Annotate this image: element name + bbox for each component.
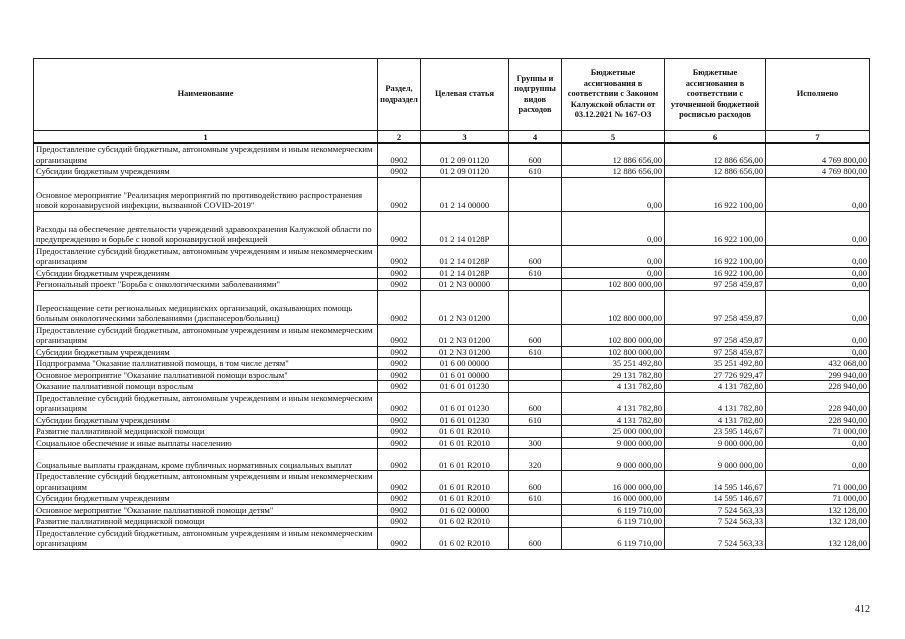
- row-law-amount: 4 131 782,80: [562, 392, 665, 414]
- row-group: 610: [509, 267, 562, 279]
- row-name: Субсидии бюджетным учреждениям: [34, 346, 378, 358]
- row-target: 01 6 02 R2010: [421, 527, 509, 549]
- table-body: [34, 143, 870, 549]
- row-target: 01 6 00 00000: [421, 358, 509, 370]
- row-group: 610: [509, 166, 562, 178]
- row-name: Основное мероприятие "Реализация мероприятий по противодействию распространения новой коронавирусной инфекции, вызванной COVID-2019": [34, 177, 378, 211]
- row-group: 610: [509, 414, 562, 426]
- row-law-amount: 0,00: [562, 211, 665, 245]
- header-name: Наименование: [34, 59, 378, 131]
- row-name: Предоставление субсидий бюджетным, автономным учреждениям и иным некоммерческим организациям: [34, 471, 378, 493]
- row-name: Предоставление субсидий бюджетным, автономным учреждениям и иным некоммерческим организациям: [34, 324, 378, 346]
- row-executed-amount: 0,00: [766, 449, 870, 471]
- row-section: 0902: [378, 381, 421, 393]
- row-law-amount: 12 886 656,00: [562, 143, 665, 166]
- table-row: [34, 437, 870, 449]
- row-clarified-amount: 16 922 100,00: [665, 245, 766, 267]
- row-executed-amount: 71 000,00: [766, 493, 870, 505]
- row-law-amount: 12 886 656,00: [562, 166, 665, 178]
- row-section: 0902: [378, 177, 421, 211]
- row-group: [509, 290, 562, 324]
- row-law-amount: 0,00: [562, 177, 665, 211]
- row-clarified-amount: 16 922 100,00: [665, 177, 766, 211]
- row-clarified-amount: 9 000 000,00: [665, 437, 766, 449]
- table-row: [34, 493, 870, 505]
- row-target: 01 2 N3 01200: [421, 290, 509, 324]
- row-group: [509, 369, 562, 381]
- row-target: 01 6 01 R2010: [421, 471, 509, 493]
- row-name: Расходы на обеспечение деятельности учреждений здравоохранения Калужской области по предупреждению и борьбе с новой коронавирусной инфекцией: [34, 211, 378, 245]
- row-executed-amount: 0,00: [766, 267, 870, 279]
- row-section: 0902: [378, 346, 421, 358]
- row-law-amount: 102 800 000,00: [562, 279, 665, 291]
- row-group: 610: [509, 346, 562, 358]
- table-row: [34, 211, 870, 245]
- row-section: 0902: [378, 392, 421, 414]
- row-section: 0902: [378, 267, 421, 279]
- header-clarified-assignments: Бюджетные ассигнования в соответствии с уточненной бюджетной росписью расходов: [665, 59, 766, 131]
- row-target: 01 6 01 R2010: [421, 426, 509, 438]
- row-target: 01 6 01 01230: [421, 381, 509, 393]
- table-row: [34, 504, 870, 516]
- column-number: 5: [562, 131, 665, 144]
- row-executed-amount: 4 769 800,00: [766, 143, 870, 166]
- column-number-row: [34, 131, 870, 144]
- row-section: 0902: [378, 290, 421, 324]
- table-row: [34, 245, 870, 267]
- header-row: [34, 59, 870, 131]
- row-name: Переоснащение сети региональных медицинских организаций, оказывающих помощь больным онкологическими заболеваниями (диспансеров/больниц): [34, 290, 378, 324]
- table-row: [34, 426, 870, 438]
- row-clarified-amount: 4 131 782,80: [665, 381, 766, 393]
- row-clarified-amount: 14 595 146,67: [665, 471, 766, 493]
- row-group: 600: [509, 527, 562, 549]
- table-row: [34, 346, 870, 358]
- row-executed-amount: 4 769 800,00: [766, 166, 870, 178]
- row-group: 600: [509, 324, 562, 346]
- header-law-assignments: Бюджетные ассигнования в соответствии с Законом Калужской области от 03.12.2021 № 167-ОЗ: [562, 59, 665, 131]
- row-target: 01 2 14 0128Р: [421, 245, 509, 267]
- row-clarified-amount: 16 922 100,00: [665, 267, 766, 279]
- row-target: 01 6 02 00000: [421, 504, 509, 516]
- row-section: 0902: [378, 166, 421, 178]
- row-target: 01 2 14 0128Р: [421, 267, 509, 279]
- row-name: Субсидии бюджетным учреждениям: [34, 166, 378, 178]
- row-law-amount: 6 119 710,00: [562, 527, 665, 549]
- row-section: 0902: [378, 504, 421, 516]
- row-group: 320: [509, 449, 562, 471]
- row-target: 01 2 14 0128Р: [421, 211, 509, 245]
- row-name: Развитие паллиативной медицинской помощи: [34, 516, 378, 528]
- row-name: Субсидии бюджетным учреждениям: [34, 493, 378, 505]
- row-executed-amount: 132 128,00: [766, 504, 870, 516]
- table-row: [34, 449, 870, 471]
- column-number: 3: [421, 131, 509, 144]
- table-row: [34, 516, 870, 528]
- row-section: 0902: [378, 449, 421, 471]
- row-executed-amount: 0,00: [766, 346, 870, 358]
- row-name: Предоставление субсидий бюджетным, автономным учреждениям и иным некоммерческим организациям: [34, 245, 378, 267]
- row-name: Социальные выплаты гражданам, кроме публичных нормативных социальных выплат: [34, 449, 378, 471]
- row-target: 01 6 01 01230: [421, 414, 509, 426]
- table-row: [34, 527, 870, 549]
- row-target: 01 6 01 R2010: [421, 493, 509, 505]
- row-clarified-amount: 14 595 146,67: [665, 493, 766, 505]
- row-group: 600: [509, 392, 562, 414]
- row-law-amount: 25 000 000,00: [562, 426, 665, 438]
- row-section: 0902: [378, 143, 421, 166]
- row-law-amount: 102 800 000,00: [562, 346, 665, 358]
- row-section: 0902: [378, 324, 421, 346]
- row-group: 600: [509, 143, 562, 166]
- row-target: 01 2 N3 00000: [421, 279, 509, 291]
- row-clarified-amount: 97 258 459,87: [665, 346, 766, 358]
- row-group: [509, 504, 562, 516]
- row-group: 610: [509, 493, 562, 505]
- row-executed-amount: 228 940,00: [766, 414, 870, 426]
- row-clarified-amount: 12 886 656,00: [665, 166, 766, 178]
- row-law-amount: 102 800 000,00: [562, 290, 665, 324]
- table-row: [34, 143, 870, 166]
- row-clarified-amount: 9 000 000,00: [665, 449, 766, 471]
- row-executed-amount: 0,00: [766, 290, 870, 324]
- row-section: 0902: [378, 245, 421, 267]
- table-row: [34, 279, 870, 291]
- column-number: 1: [34, 131, 378, 144]
- row-section: 0902: [378, 437, 421, 449]
- row-executed-amount: 432 068,00: [766, 358, 870, 370]
- header-executed: Исполнено: [766, 59, 870, 131]
- row-name: Развитие паллиативной медицинской помощи: [34, 426, 378, 438]
- row-clarified-amount: 97 258 459,87: [665, 279, 766, 291]
- row-name: Основное мероприятие "Оказание паллиативной помощи детям": [34, 504, 378, 516]
- row-executed-amount: 71 000,00: [766, 471, 870, 493]
- column-number: 6: [665, 131, 766, 144]
- table-row: [34, 392, 870, 414]
- row-section: 0902: [378, 279, 421, 291]
- row-group: [509, 358, 562, 370]
- row-name: Предоставление субсидий бюджетным, автономным учреждениям и иным некоммерческим организациям: [34, 392, 378, 414]
- row-section: 0902: [378, 493, 421, 505]
- row-section: 0902: [378, 414, 421, 426]
- row-law-amount: 6 119 710,00: [562, 504, 665, 516]
- row-law-amount: 9 000 000,00: [562, 449, 665, 471]
- row-section: 0902: [378, 358, 421, 370]
- row-law-amount: 16 000 000,00: [562, 493, 665, 505]
- row-executed-amount: 0,00: [766, 279, 870, 291]
- row-group: [509, 177, 562, 211]
- row-clarified-amount: 97 258 459,87: [665, 290, 766, 324]
- row-name: Оказание паллиативной помощи взрослым: [34, 381, 378, 393]
- row-executed-amount: 71 000,00: [766, 426, 870, 438]
- row-clarified-amount: 4 131 782,80: [665, 414, 766, 426]
- row-target: 01 2 14 00000: [421, 177, 509, 211]
- row-group: 600: [509, 471, 562, 493]
- row-group: 600: [509, 245, 562, 267]
- row-group: [509, 381, 562, 393]
- row-name: Субсидии бюджетным учреждениям: [34, 414, 378, 426]
- row-executed-amount: 0,00: [766, 245, 870, 267]
- row-clarified-amount: 97 258 459,87: [665, 324, 766, 346]
- table-row: [34, 414, 870, 426]
- row-executed-amount: 299 940,00: [766, 369, 870, 381]
- row-name: Социальное обеспечение и иные выплаты населению: [34, 437, 378, 449]
- row-section: 0902: [378, 426, 421, 438]
- row-law-amount: 4 131 782,80: [562, 381, 665, 393]
- row-law-amount: 35 251 492,80: [562, 358, 665, 370]
- row-executed-amount: 0,00: [766, 211, 870, 245]
- row-target: 01 6 01 00000: [421, 369, 509, 381]
- row-target: 01 6 01 R2010: [421, 449, 509, 471]
- row-clarified-amount: 16 922 100,00: [665, 211, 766, 245]
- row-name: Предоставление субсидий бюджетным, автономным учреждениям и иным некоммерческим организациям: [34, 143, 378, 166]
- table-row: [34, 369, 870, 381]
- row-group: 300: [509, 437, 562, 449]
- row-law-amount: 102 800 000,00: [562, 324, 665, 346]
- row-law-amount: 16 000 000,00: [562, 471, 665, 493]
- row-executed-amount: 132 128,00: [766, 516, 870, 528]
- table-row: [34, 381, 870, 393]
- row-name: Предоставление субсидий бюджетным, автономным учреждениям и иным некоммерческим организациям: [34, 527, 378, 549]
- table-row: [34, 267, 870, 279]
- row-target: 01 2 09 01120: [421, 166, 509, 178]
- row-clarified-amount: 4 131 782,80: [665, 392, 766, 414]
- row-law-amount: 9 000 000,00: [562, 437, 665, 449]
- column-number: 4: [509, 131, 562, 144]
- row-target: 01 2 09 01120: [421, 143, 509, 166]
- row-clarified-amount: 7 524 563,33: [665, 527, 766, 549]
- row-name: Основное мероприятие "Оказание паллиативной помощи взрослым": [34, 369, 378, 381]
- row-executed-amount: 0,00: [766, 177, 870, 211]
- row-executed-amount: 0,00: [766, 437, 870, 449]
- row-group: [509, 211, 562, 245]
- row-law-amount: 29 131 782,80: [562, 369, 665, 381]
- table-row: [34, 471, 870, 493]
- row-law-amount: 4 131 782,80: [562, 414, 665, 426]
- row-clarified-amount: 35 251 492,80: [665, 358, 766, 370]
- row-law-amount: 0,00: [562, 245, 665, 267]
- row-clarified-amount: 7 524 563,33: [665, 516, 766, 528]
- row-group: [509, 279, 562, 291]
- row-clarified-amount: 12 886 656,00: [665, 143, 766, 166]
- row-group: [509, 516, 562, 528]
- header-groups: Группы и подгруппы видов расходов: [509, 59, 562, 131]
- row-section: 0902: [378, 527, 421, 549]
- column-number: 7: [766, 131, 870, 144]
- header-section: Раздел, подраздел: [378, 59, 421, 131]
- row-section: 0902: [378, 369, 421, 381]
- row-executed-amount: 0,00: [766, 324, 870, 346]
- table-row: [34, 324, 870, 346]
- row-section: 0902: [378, 516, 421, 528]
- row-clarified-amount: 27 726 929,47: [665, 369, 766, 381]
- row-law-amount: 0,00: [562, 267, 665, 279]
- row-name: Субсидии бюджетным учреждениям: [34, 267, 378, 279]
- row-target: 01 6 02 R2010: [421, 516, 509, 528]
- row-name: Региональный проект "Борьба с онкологическими заболеваниями": [34, 279, 378, 291]
- header-target: Целевая статья: [421, 59, 509, 131]
- row-clarified-amount: 7 524 563,33: [665, 504, 766, 516]
- row-group: [509, 426, 562, 438]
- table-row: [34, 290, 870, 324]
- row-target: 01 6 01 R2010: [421, 437, 509, 449]
- row-name: Подпрограмма "Оказание паллиативной помощи, в том числе детям": [34, 358, 378, 370]
- row-target: 01 2 N3 01200: [421, 324, 509, 346]
- budget-table: [33, 58, 870, 550]
- row-executed-amount: 132 128,00: [766, 527, 870, 549]
- row-law-amount: 6 119 710,00: [562, 516, 665, 528]
- row-target: 01 2 N3 01200: [421, 346, 509, 358]
- table-row: [34, 177, 870, 211]
- row-executed-amount: 228 940,00: [766, 392, 870, 414]
- row-executed-amount: 228 940,00: [766, 381, 870, 393]
- row-section: 0902: [378, 471, 421, 493]
- row-clarified-amount: 23 595 146,67: [665, 426, 766, 438]
- row-target: 01 6 01 01230: [421, 392, 509, 414]
- page-number: 412: [855, 604, 870, 615]
- table-row: [34, 166, 870, 178]
- column-number: 2: [378, 131, 421, 144]
- table-row: [34, 358, 870, 370]
- row-section: 0902: [378, 211, 421, 245]
